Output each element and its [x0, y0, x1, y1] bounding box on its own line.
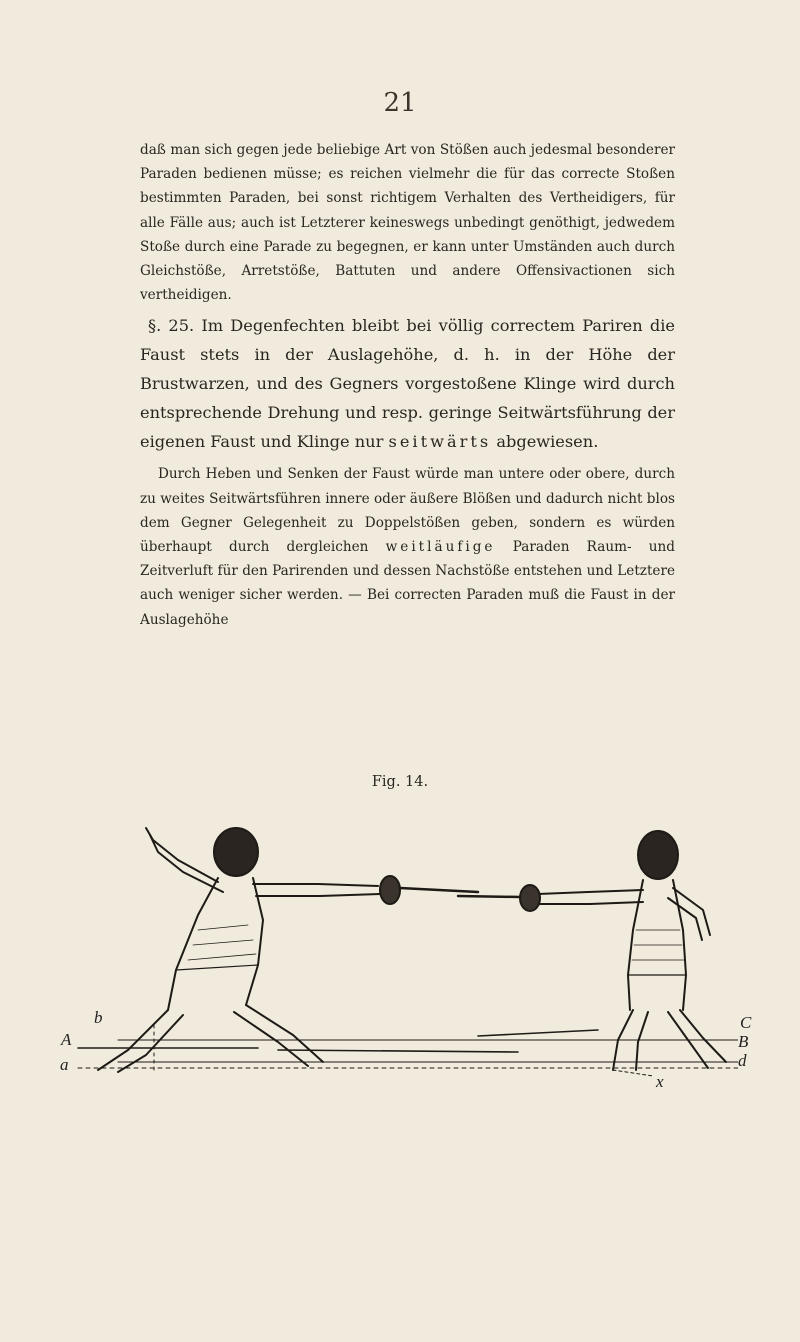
paragraph-2-end: abgewiesen. — [496, 432, 599, 452]
label-C: C — [740, 1013, 752, 1032]
label-d: d — [738, 1051, 747, 1070]
label-A: A — [61, 1030, 72, 1049]
spaced-word-weitlaeufige: weitläufige — [385, 539, 496, 556]
paragraph-3-end: Paraden Raum- und Zeitverluft für den Parirenden und dessen Nachstöße entstehen und Letztere auch weniger sicher werden. — Bei correcten Paraden muß die Faust in der Auslagehöhe — [140, 539, 675, 628]
label-b: b — [94, 1008, 103, 1027]
paragraph-2 — [140, 311, 675, 456]
paragraph-3-text: Durch Heben und Senken der Faust würde man untere oder obere, durch zu weites Seitwärtsführen innere oder äußere Blößen und dadurch nicht blos dem Gegner Gelegenheit zu Doppelstößen geben, sondern es würden überhaupt durch dergleichen — [140, 466, 675, 556]
label-x: x — [656, 1072, 664, 1091]
figure-caption: Fig. 14. — [371, 774, 429, 790]
spaced-word-seitwaerts: seitwärts — [388, 432, 492, 452]
paragraph-1: daß man sich gegen jede beliebige Art von Stößen auch jedesmal besonderer Paraden bedienen müsse; es reichen vielmehr die für das correcte Stoßen bestimmten Paraden, bei sonst richtigem Verhalten des Vertheidigers, für alle Fälle aus; auch ist Letzterer keineswegs unbedingt genöthigt, jedwedem Stoße durch eine Parade zu begegnen, er kann unter Umständen auch durch Gleichstöße, Arretstöße, Battuten und andere Offensivactionen sich vertheidigen. — [140, 142, 675, 304]
body-text — [140, 138, 675, 632]
label-B: B — [738, 1032, 749, 1051]
paragraph-2-text: §. 25. Im Degenfechten bleibt bei völlig correctem Pariren die Faust stets in der Auslagehöhe, d. h. in der Höhe der Brustwarzen, und des Gegners vorgestoßene Klinge wird durch entsprechende Drehung und resp. geringe Seitwärtsführung der eigenen Faust und Klinge nur — [140, 316, 675, 452]
fencing-figure — [58, 800, 752, 1091]
page-number: 21 — [383, 88, 417, 118]
fencing-illustration — [58, 800, 738, 1080]
paragraph-3 — [140, 462, 675, 631]
label-a: a — [60, 1055, 69, 1074]
